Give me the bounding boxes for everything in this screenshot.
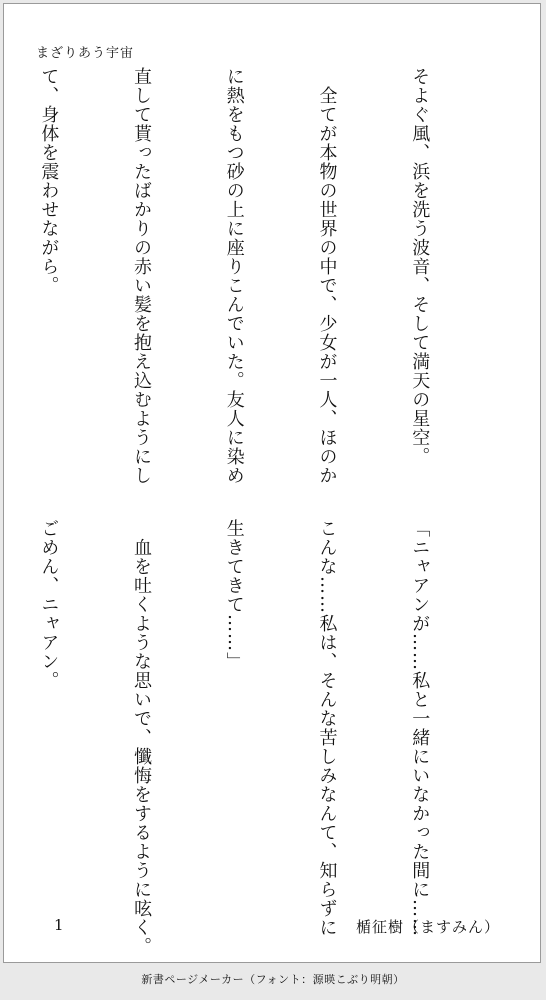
author-name: 楯征樹（ますみん） xyxy=(355,918,500,936)
text-line: 血を吐くような思いで、懺悔をするように呟く。 xyxy=(131,519,153,956)
generator-credit: 新書ページメーカー（フォント：源暎こぶり明朝） xyxy=(141,973,405,986)
text-line: て、身体を震わせながら。 xyxy=(38,67,60,295)
page-number: 1 xyxy=(54,916,64,934)
running-title: まざりあう宇宙 xyxy=(36,46,135,61)
text-line: そよぐ風、浜を洗う波音、そして満天の星空。 xyxy=(409,67,431,466)
upper-text-block xyxy=(0,67,496,487)
text-line: ごめん、ニャアン。 xyxy=(38,519,60,690)
text-line: 全てが本物の世界の中で、少女が一人、ほのか xyxy=(316,67,338,485)
text-line: こんな……私は、そんな苦しみなんて、知らずに xyxy=(316,519,338,937)
book-page xyxy=(3,3,541,963)
text-line: 直して貰ったばかりの赤い髪を抱え込むようにし xyxy=(131,67,153,485)
text-line: に熱をもつ砂の上に座りこんでいた。友人に染め xyxy=(223,67,245,485)
text-line: 「ニャアンが……私と一緒にいなかった間に…… xyxy=(409,519,431,937)
text-line: 生きてきて……」 xyxy=(223,519,245,671)
